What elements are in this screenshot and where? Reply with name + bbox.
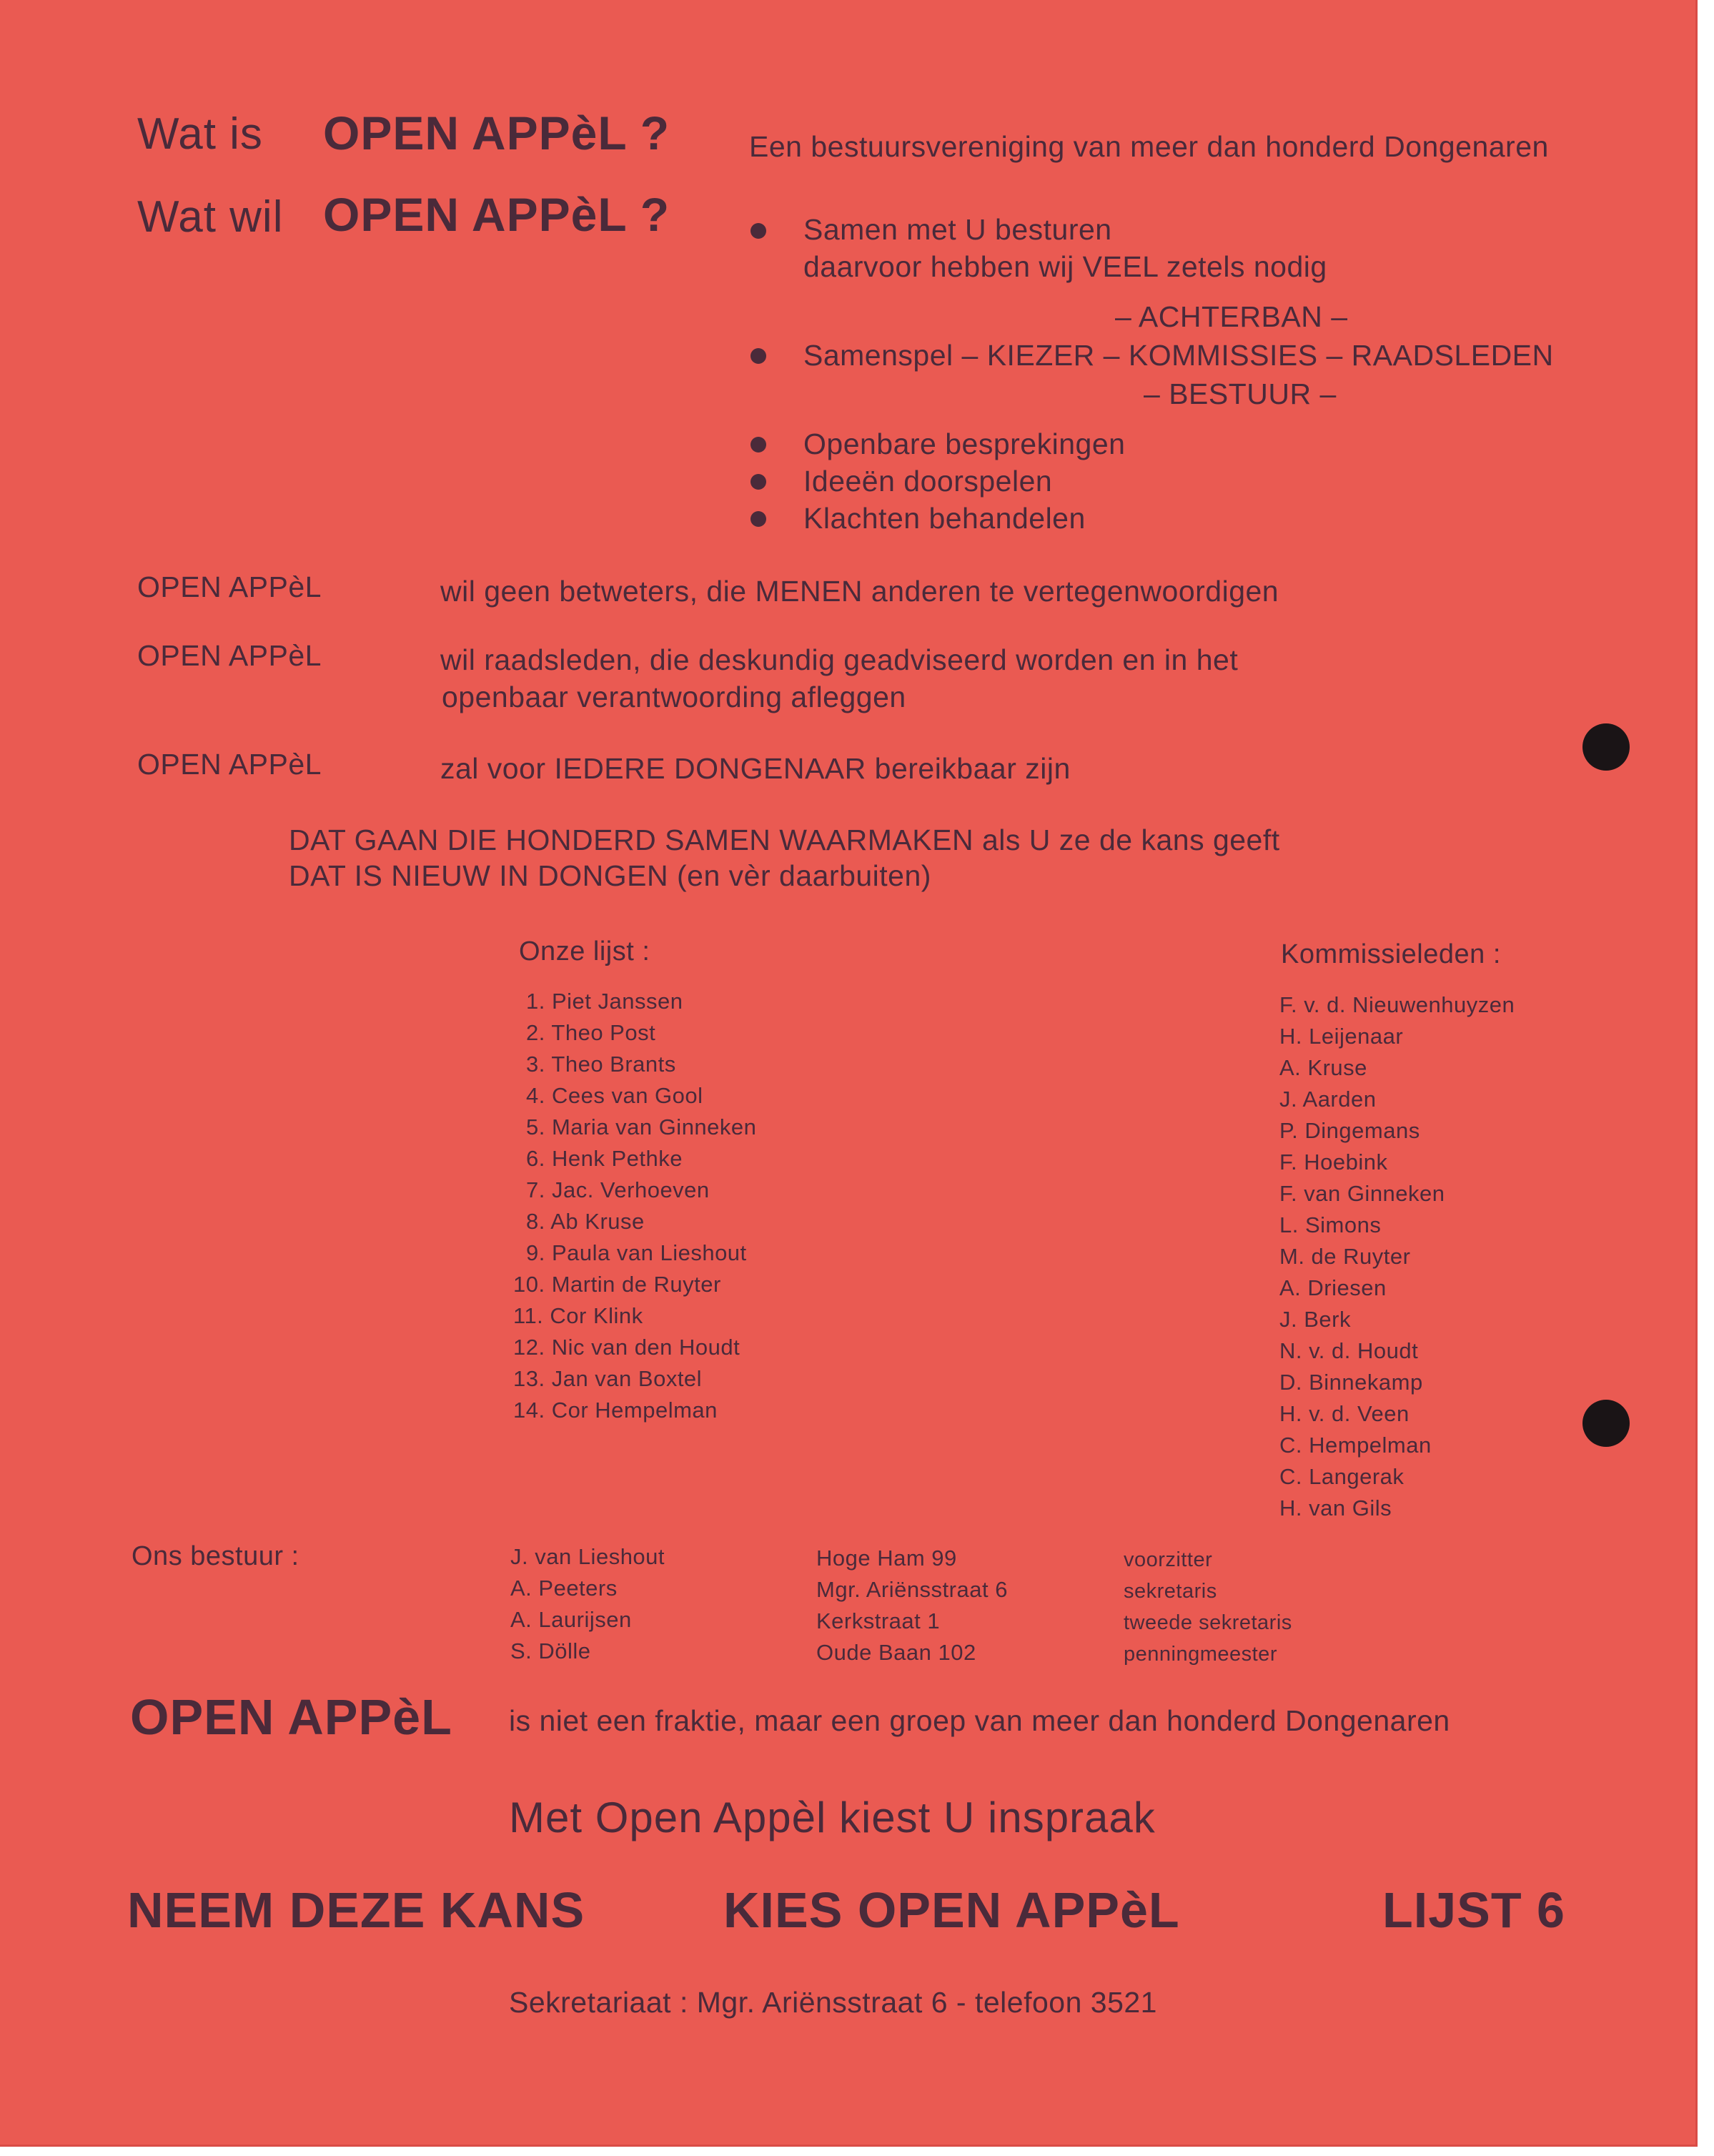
statement-text: wil raadsleden, die deskundig geadviseerd worden en in het [440, 643, 1239, 676]
statement-label: OPEN APPèL [137, 639, 322, 672]
board-member-address: Mgr. Ariënsstraat 6 [816, 1577, 1008, 1602]
cta-kies-open-appel: KIES OPEN APPèL [723, 1882, 1180, 1938]
board-member-name: S. Dölle [510, 1638, 591, 1663]
footer-brand: OPEN APPèL [130, 1689, 452, 1745]
committee-item: N. v. d. Houdt [1279, 1338, 1419, 1363]
what-is-answer: Een bestuursvereniging van meer dan honderd Dongenaren [749, 130, 1549, 163]
board-member-role: voorzitter [1124, 1548, 1213, 1571]
candidate-item: 5. Maria van Ginneken [526, 1114, 757, 1139]
goal-3: Openbare besprekingen [803, 427, 1126, 460]
candidate-item: 8. Ab Kruse [526, 1209, 645, 1234]
committee-item: A. Kruse [1279, 1055, 1367, 1080]
committee-item: J. Aarden [1279, 1087, 1377, 1112]
goal-1-line-2: daarvoor hebben wij VEEL zetels nodig [803, 250, 1327, 283]
bullet-icon [751, 437, 766, 453]
board-member-address: Oude Baan 102 [816, 1640, 976, 1665]
candidate-item: 4. Cees van Gool [526, 1083, 703, 1108]
goal-2-achterban: – ACHTERBAN – [1115, 300, 1348, 333]
board-member-role: sekretaris [1124, 1580, 1217, 1603]
cta-lijst-6: LIJST 6 [1382, 1882, 1565, 1938]
board-member-name: J. van Lieshout [510, 1544, 665, 1569]
committee-heading: Kommissieleden : [1281, 939, 1501, 969]
candidate-item: 6. Henk Pethke [526, 1146, 683, 1171]
closing-line-2: DAT IS NIEUW IN DONGEN (en vèr daarbuiten) [289, 859, 931, 892]
candidate-item: 9. Paula van Lieshout [526, 1240, 747, 1265]
committee-item: F. v. d. Nieuwenhuyzen [1279, 992, 1515, 1017]
candidate-item: 3. Theo Brants [526, 1052, 676, 1077]
statement-text: wil geen betweters, die MENEN anderen te vertegenwoordigen [440, 575, 1279, 608]
bullet-icon [751, 348, 766, 364]
candidate-item: 14. Cor Hempelman [513, 1398, 718, 1423]
committee-item: P. Dingemans [1279, 1118, 1420, 1143]
candidate-item: 13. Jan van Boxtel [513, 1366, 703, 1391]
what-is-lead: Wat is [137, 109, 263, 159]
punch-hole-icon [1582, 1400, 1630, 1447]
committee-item: H. van Gils [1279, 1495, 1392, 1520]
committee-item: C. Langerak [1279, 1464, 1405, 1489]
slogan: Met Open Appèl kiest U inspraak [509, 1794, 1156, 1841]
bullet-icon [751, 511, 766, 527]
candidate-item: 10. Martin de Ruyter [513, 1272, 721, 1297]
goal-2-line: Samenspel – KIEZER – KOMMISSIES – RAADSLEDEN [803, 339, 1554, 372]
board-member-address: Kerkstraat 1 [816, 1608, 941, 1633]
candidate-item: 11. Cor Klink [513, 1303, 643, 1328]
candidate-item: 1. Piet Janssen [526, 989, 683, 1014]
goal-4: Ideeën doorspelen [803, 465, 1053, 498]
candidates-heading: Onze lijst : [519, 936, 650, 966]
goal-2-bestuur: – BESTUUR – [1144, 377, 1337, 410]
committee-item: A. Driesen [1279, 1275, 1387, 1300]
goal-5: Klachten behandelen [803, 502, 1086, 535]
punch-hole-icon [1582, 723, 1630, 771]
board-heading: Ons bestuur : [132, 1541, 299, 1571]
committee-item: D. Binnekamp [1279, 1370, 1423, 1395]
candidate-item: 7. Jac. Verhoeven [526, 1177, 710, 1202]
board-member-role: tweede sekretaris [1124, 1611, 1292, 1634]
statement-label: OPEN APPèL [137, 748, 322, 781]
board-member-name: A. Laurijsen [510, 1607, 632, 1632]
statement-text: zal voor IEDERE DONGENAAR bereikbaar zijn [440, 752, 1071, 785]
committee-item: F. Hoebink [1279, 1149, 1388, 1175]
footer-brand-text: is niet een fraktie, maar een groep van meer dan honderd Dongenaren [509, 1704, 1450, 1737]
candidate-item: 2. Theo Post [526, 1020, 656, 1045]
bullet-icon [751, 223, 766, 239]
committee-item: C. Hempelman [1279, 1433, 1432, 1458]
committee-item: F. van Ginneken [1279, 1181, 1445, 1206]
cta-neem-deze-kans: NEEM DEZE KANS [127, 1882, 585, 1938]
what-wants-lead: Wat wil [137, 192, 284, 242]
committee-item: J. Berk [1279, 1307, 1351, 1332]
board-member-name: A. Peeters [510, 1576, 618, 1601]
committee-item: M. de Ruyter [1279, 1244, 1411, 1269]
board-member-address: Hoge Ham 99 [816, 1546, 957, 1571]
committee-item: L. Simons [1279, 1212, 1382, 1237]
secretariat-address: Sekretariaat : Mgr. Ariënsstraat 6 - telefoon 3521 [509, 1986, 1157, 2019]
what-wants-brand: OPEN APPèL ? [323, 188, 670, 241]
closing-line-1: DAT GAAN DIE HONDERD SAMEN WAARMAKEN als U ze de kans geeft [289, 824, 1280, 856]
statement-text-continued: openbaar verantwoording afleggen [442, 681, 906, 713]
board-member-role: penningmeester [1124, 1643, 1277, 1666]
bullet-icon [751, 474, 766, 490]
goal-1-line-1: Samen met U besturen [803, 213, 1112, 246]
candidate-item: 12. Nic van den Houdt [513, 1335, 740, 1360]
statement-label: OPEN APPèL [137, 570, 322, 603]
committee-item: H. v. d. Veen [1279, 1401, 1410, 1426]
what-is-brand: OPEN APPèL ? [323, 107, 670, 159]
committee-item: H. Leijenaar [1279, 1024, 1404, 1049]
